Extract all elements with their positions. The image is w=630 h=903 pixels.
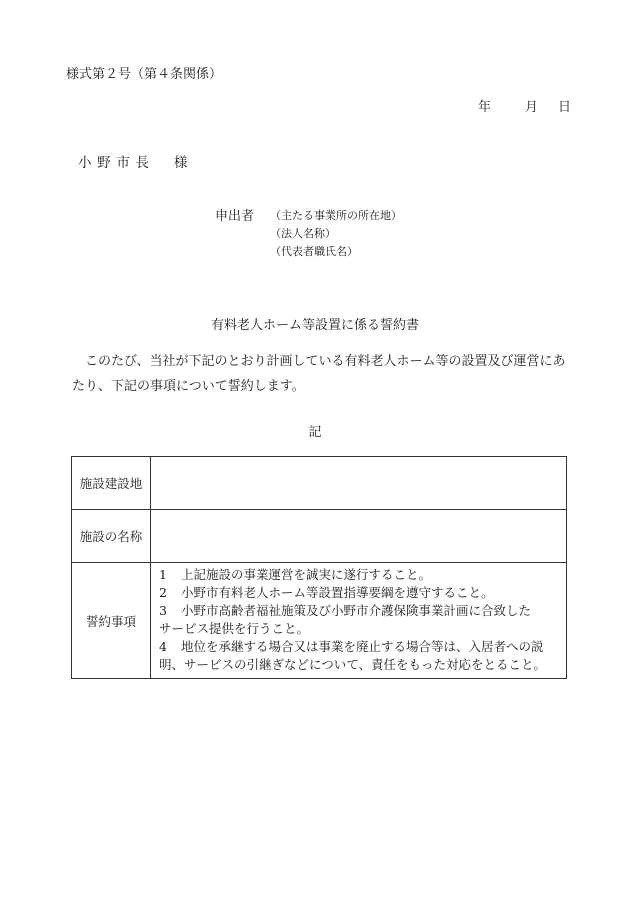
facility-name-value	[151, 510, 567, 563]
pledge-items-label: 誓約事項	[72, 563, 151, 679]
date-year: 年	[478, 100, 492, 115]
pledge-table	[71, 456, 567, 679]
document-title: 有料老人ホーム等設置に係る誓約書	[210, 318, 419, 333]
pledge-item-continuation: サービス提供を行うこと。	[159, 621, 310, 636]
pledge-item-number: 3	[159, 603, 167, 618]
pledge-item-text: 小野市有料老人ホーム等設置指導要綱を遵守すること。	[181, 585, 494, 600]
applicant-corporation: （法人名称）	[270, 227, 336, 240]
pledge-item	[159, 602, 560, 620]
applicant-representative: （代表者職氏名）	[270, 245, 358, 258]
pledge-item-text: 地位を承継する場合又は事業を廃止する場合等は、入居者への説	[181, 639, 544, 654]
pledge-item-text: 小野市高齢者福祉施策及び小野市介護保険事業計画に合致した	[181, 603, 532, 618]
pledge-item-number: 1	[159, 567, 167, 582]
pledge-item-continuation: 明、サービスの引継ぎなどについて、責任をもった対応をとること。	[159, 657, 547, 672]
pledge-item-text: 上記施設の事業運営を誠実に遂行すること。	[181, 567, 432, 582]
facility-site-label: 施設建設地	[72, 457, 151, 510]
addressee: 小野市長 様	[78, 155, 194, 171]
date-month: 月	[524, 100, 538, 115]
pledge-item	[159, 566, 560, 584]
facility-name-label: 施設の名称	[72, 510, 151, 563]
table-row	[72, 457, 567, 510]
date-line	[478, 101, 571, 114]
table-row	[72, 563, 567, 679]
pledge-item	[159, 638, 560, 656]
applicant-label: 申出者	[215, 209, 255, 224]
pledge-item-number: 2	[159, 585, 167, 600]
pledge-item	[159, 584, 560, 602]
ki-heading: 記	[308, 425, 322, 440]
intro-paragraph: このたび、当社が下記のとおり計画している有料老人ホーム等の設置及び運営にあたり、下記の事項について誓約します。	[72, 354, 566, 394]
pledge-items-cell	[151, 563, 567, 679]
date-day: 日	[557, 100, 571, 115]
pledge-item-list	[151, 563, 566, 678]
form-number: 様式第２号（第４条関係）	[66, 67, 223, 82]
table-row	[72, 510, 567, 563]
pledge-item-number: 4	[159, 639, 167, 654]
facility-site-value	[151, 457, 567, 510]
applicant-address: （主たる事業所の所在地）	[270, 209, 402, 222]
